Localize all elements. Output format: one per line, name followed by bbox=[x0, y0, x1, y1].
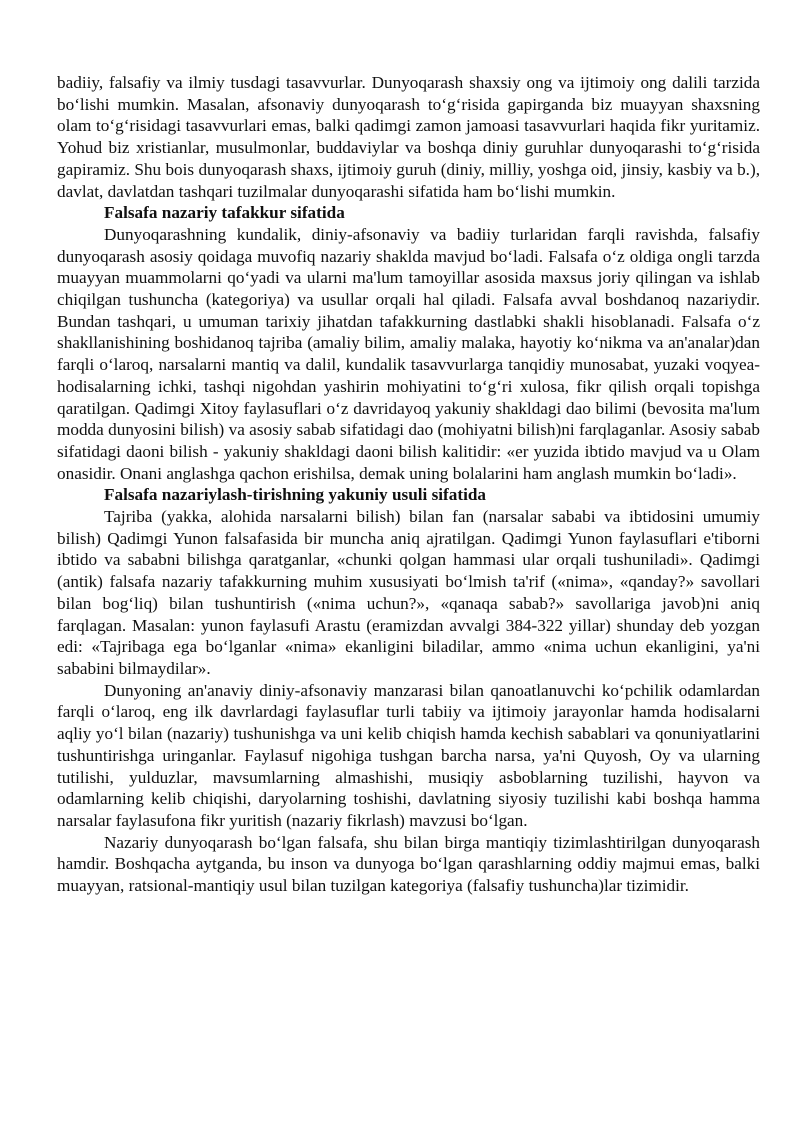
paragraph-early-philosophers: Dunyoning an'anaviy diniy-afsonaviy manzarasi bilan qanoatlanuvchi ko‘pchilik odamlardan farqli o‘laroq, eng ilk davrlardagi faylasuflar turli tabiiy va ijtimoiy jarayonlar hamda hodisalarni aqliy yo‘l bilan (nazariy) tushunishga va uni kelib chiqish hamda kechish sabablari va qonuniyatlarini tushuntirishga uringanlar. Faylasuf nigohiga tushgan barcha narsa, ya'ni Quyosh, Oy va ularning tutilishi, yulduzlar, mavsumlarning almashishi, musiqiy asboblarning tuzilishi, hayvon va odamlarning kelib chiqishi, daryolarning toshishi, davlatning siyosiy tuzilishi kabi boshqa hamma narsalar faylasufona fikr yuritish (nazariy fikrlash) mavzusi bo‘lgan. bbox=[57, 680, 760, 830]
paragraph-worldview-types: badiiy, falsafiy va ilmiy tusdagi tasavvurlar. Dunyoqarash shaxsiy ong va ijtimoiy ong dalili tarzida bo‘lishi mumkin. Masalan, afsonaviy dunyoqarash to‘g‘risida gapirganda biz muayyan shaxsning olam to‘g‘risidagi tasavvurlari emas, balki qadimgi zamon jamoasi tasavvurlari haqida fikr yuritamiz. Yohud biz xristianlar, musulmonlar, buddaviylar va boshqa diniy guruhlar dunyoqarashi to‘g‘risida gapiramiz. Shu bois dunyoqarash shaxs, ijtimoiy guruh (diniy, milliy, yoshga oid, jinsiy, kasbiy va b.), davlat, davlatdan tashqari tuzilmalar dunyoqarashi sifatida ham bo‘lishi mumkin. bbox=[57, 73, 760, 201]
section-heading-philosophy-theoretical: Falsafa nazariy tafakkur sifatida bbox=[104, 203, 345, 223]
paragraph-greek-philosophy: Tajriba (yakka, alohida narsalarni bilish) bilan fan (narsalar sababi va ibtidosini umumiy bilish) Qadimgi Yunon falsafasida bir muncha aniq ajratilgan. Qadimgi Yunon faylasuflari e'tiborni ibtido va sababni bilishga qaratganlar, «chunki qolgan hammasi ular orqali tushuniladi». Qadimgi (antik) falsafa nazariy tafakkurning muhim xususiyati bo‘lmish ta'rif («nima», «qanday?» savollari bilan bog‘liq) bilan tushuntirish («nima uchun?», «qanaqa sabab?» savollariga javob)ni aniq farqlagan. Masalan: yunon faylasufi Arastu (eramizdan avvalgi 384-322 yillar) shunday deb yozgan edi: «Tajribaga ega bo‘lganlar «nima» ekanligini biladilar, ammo «nima uchun ekanligini, ya'ni sababini bilmaydilar». bbox=[57, 507, 760, 678]
paragraph-theoretical-worldview: Nazariy dunyoqarash bo‘lgan falsafa, shu bilan birga mantiqiy tizimlashtirilgan dunyoqarash hamdir. Boshqacha aytganda, bu inson va dunyoga bo‘lgan qarashlarning oddiy majmui emas, balki muayyan, ratsional-mantiqiy usul bilan tuzilgan kategoriya (falsafiy tushuncha)lar tizimidir. bbox=[57, 832, 760, 896]
paragraph-philosophy-theory: Dunyoqarashning kundalik, diniy-afsonaviy va badiiy turlaridan farqli ravishda, falsafiy dunyoqarash asosiy qoidaga muvofiq nazariy shaklda mavjud bo‘ladi. Falsafa o‘z oldiga ongli tarzda muayyan muammolarni qo‘yadi va ularni ma'lum tamoyillar asosida maxsus joriy qilingan va ishlab chiqilgan tushuncha (kategoriya) va usullar orqali hal qiladi. Falsafa avval boshdanoq nazariydir. Bundan tashqari, u umuman tarixiy jihatdan tafakkurning dastlabki shakli hisoblanadi. Falsafa o‘z shakllanishining boshidanoq tajriba (amaliy bilim, amaliy malaka, hayotiy ko‘nikma va an'analar)dan farqli o‘laroq, narsalarni mantiq va dalil, kundalik tasavvurlarga tanqidiy munosabat, yuzaki voqyea-hodisalarning ichki, tashqi nigohdan yashirin mohiyatini to‘g‘ri xulosa, fikr qilish orqali topishga qaratilgan. Qadimgi Xitoy faylasuflari o‘z davridayoq yakuniy shakldagi dao bilimi (bevosita ma'lum modda dunyosini bilish) va asosiy sabab sifatidagi dao (mohiyatni bilish)ni farqlaganlar. Asosiy sabab sifatidagi daoni bilish - yakuniy shakldagi daoni bilish kalitidir: «er yuzida ibtido mavjud va u Olam onasidir. Onani anglashga qachon erishilsa, demak uning bolalarini ham anglash mumkin bo‘ladi». bbox=[57, 224, 760, 483]
section-heading-philosophy-method: Falsafa nazariylash-tirishning yakuniy usuli sifatida bbox=[104, 485, 487, 505]
document-page bbox=[57, 72, 760, 897]
